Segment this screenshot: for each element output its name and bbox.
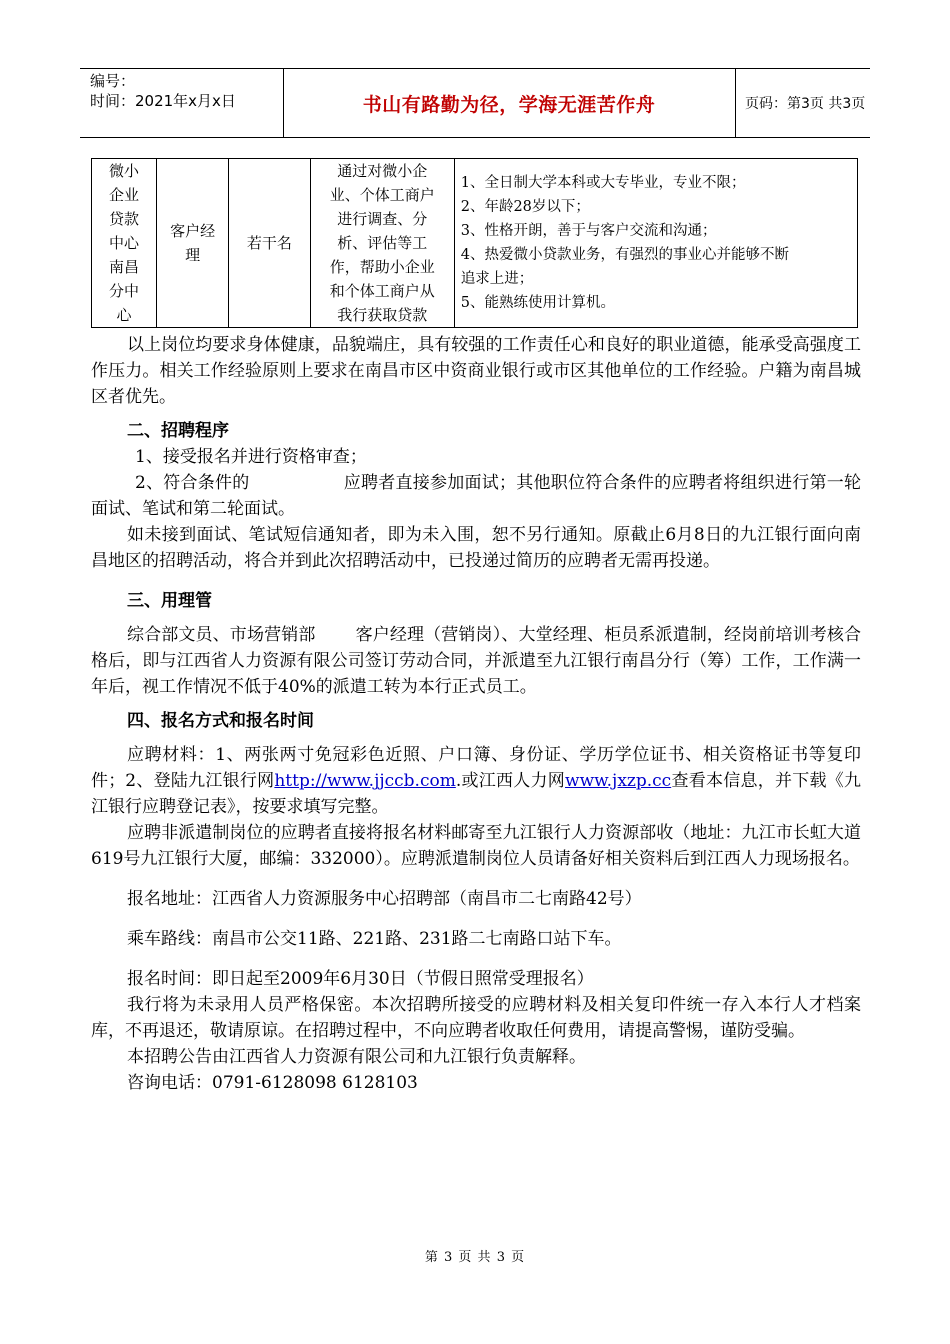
- address-line: 报名地址：江西省人力资源服务中心招聘部（南昌市二七南路42号）: [127, 889, 642, 909]
- header-page-cell: [735, 69, 870, 137]
- page-footer: 第 3 页 共 3 页: [424, 1250, 526, 1265]
- jobs-table: [91, 158, 858, 328]
- section-4-title: 四、报名方式和报名时间: [127, 711, 314, 731]
- mail-paragraph: 应聘非派遣制岗位的应聘者直接将报名材料邮寄至九江银行人力资源部收（地址：九江市长虹大道619号九江银行大厦，邮编：332000）。应聘派遣制岗位人员请备好相关资料后到江西人力现场报名。: [91, 823, 861, 869]
- employment-paragraph: 综合部文员、市场营销部 客户经理（营销岗）、大堂经理、柜员系派遣制，经岗前培训考核合格后，即与江西省人力资源有限公司签订劳动合同，并派遣至九江银行南昌分行（筹）工作，工作满一年后，视工作情况不低于40%的派遣工转为本行正式员工。: [91, 625, 862, 697]
- page-label: 页码：第3页 共3页: [745, 96, 866, 112]
- header-meta: [80, 69, 284, 137]
- notice-paragraph: 如未接到面试、笔试短信通知者，即为未入围，恕不另行通知。原截止6月8日的九江银行面向南昌地区的招聘活动，将合并到此次招聘活动中，已投递过简历的应聘者无需再投递。: [91, 525, 861, 571]
- motto: 书山有路勤为径，学海无涯苦作舟: [362, 93, 656, 116]
- document-body: [91, 332, 861, 1096]
- procedure-item-1: 1、接受报名并进行资格审查；: [135, 447, 367, 467]
- table-row: [92, 159, 858, 328]
- phone-line: 咨询电话：0791-6128098 6128103: [127, 1073, 418, 1093]
- time-line: 报名时间：即日起至2009年6月30日（节假日照常受理报名）: [127, 969, 594, 989]
- section-3-title: 三、用理管: [127, 591, 212, 611]
- unit-cell: 微小 企业 贷款 中心 南昌 分中 心: [92, 159, 157, 328]
- explanation-line: 本招聘公告由江西省人力资源有限公司和九江银行负责解释。: [127, 1047, 586, 1067]
- count-cell: 若干名: [229, 159, 311, 328]
- header-motto-cell: [283, 69, 736, 137]
- procedure-item-2: 2、符合条件的 应聘者直接参加面试；其他职位符合条件的应聘者将组织进行第一轮面试、笔试和第二轮面试。: [91, 473, 861, 519]
- section-2-title: 二、招聘程序: [127, 421, 229, 441]
- number-label: 编号：: [90, 72, 136, 90]
- jxzp-link[interactable]: www.jxzp.cc: [565, 771, 672, 791]
- materials-paragraph: 应聘材料：1、两张两寸免冠彩色近照、户口簿、身份证、学历学位证书、相关资格证书等复印件；2、登陆九江银行网http://www.jjccb.com.或江西人力网www.jxzp.cc查看本信息，并下载《九江银行应聘登记表》，按要求填写完整。: [91, 745, 861, 817]
- requirements-cell: 1、全日制大学本科或大专毕业，专业不限； 2、年龄28岁以下； 3、性格开朗，善于与客户交流和沟通； 4、热爱微小贷款业务，有强烈的事业心并能够不断 追求上进； 5、能熟练使用计算机。: [454, 159, 857, 328]
- page-header: [80, 68, 870, 138]
- duties-cell: 通过对微小企 业、个体工商户 进行调查、分 析、评估等工 作，帮助小企业 和个体工商户从 我行获取贷款: [310, 159, 454, 328]
- route-line: 乘车路线：南昌市公交11路、221路、231路二七南路口站下车。: [127, 929, 622, 949]
- position-cell: 客户经 理: [157, 159, 229, 328]
- time-label: 时间：2021年x月x日: [90, 92, 236, 110]
- jjccb-link[interactable]: http://www.jjccb.com: [274, 771, 456, 791]
- health-paragraph: 以上岗位均要求身体健康，品貌端庄，具有较强的工作责任心和良好的职业道德，能承受高强度工作压力。相关工作经验原则上要求在南昌市区中资商业银行或市区其他单位的工作经验。户籍为南昌城区者优先。: [91, 335, 861, 407]
- privacy-paragraph: 我行将为未录用人员严格保密。本次招聘所接受的应聘材料及相关复印件统一存入本行人才档案库，不再退还，敬请原谅。在招聘过程中，不向应聘者收取任何费用，请提高警惕，谨防受骗。: [91, 995, 861, 1041]
